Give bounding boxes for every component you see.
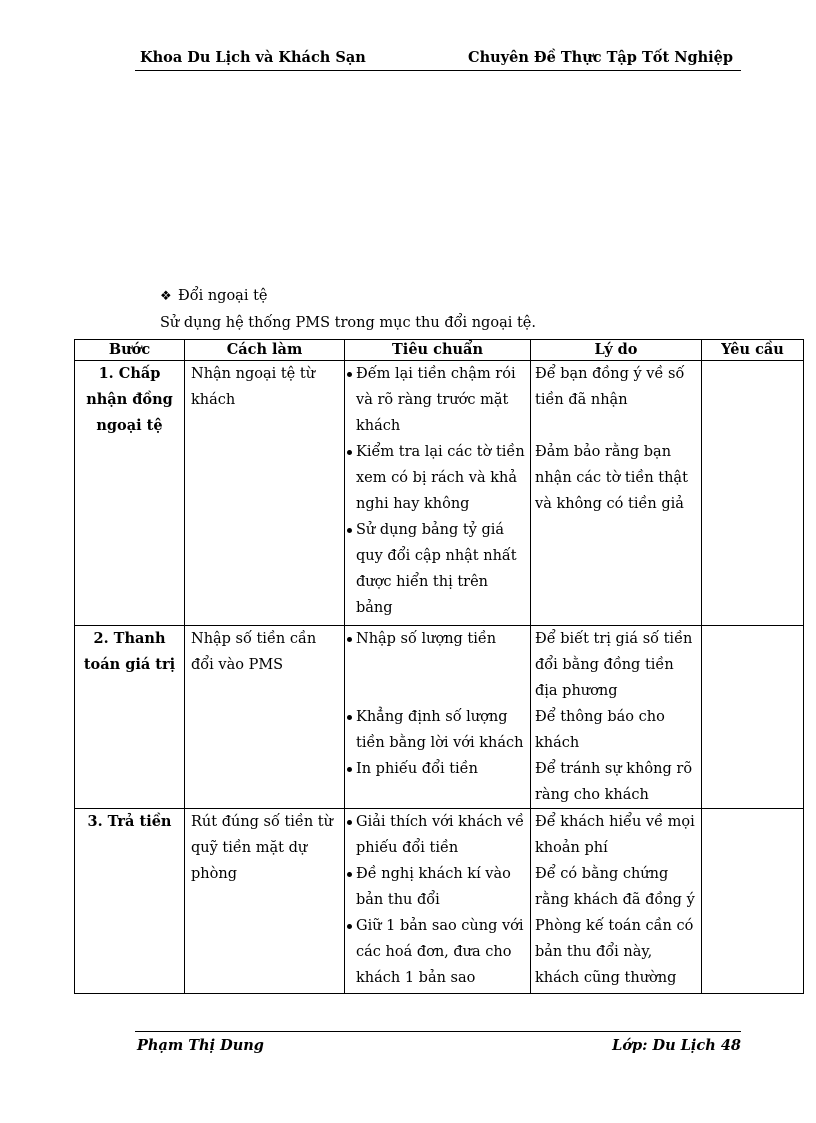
- column-header-method: Cách làm: [185, 340, 345, 361]
- section-title: Đổi ngoại tệ: [178, 288, 268, 304]
- page-header: [135, 48, 741, 71]
- method-cell: Nhận ngoại tệ từ khách: [185, 361, 345, 626]
- reason-text: Để tránh sự không rõ ràng cho khách: [535, 761, 693, 803]
- criteria-item: In phiếu đổi tiền: [345, 756, 528, 782]
- criteria-item: Đếm lại tiền chậm rói và rõ ràng trước mặt khách: [345, 361, 528, 439]
- table-header-row: [75, 340, 804, 361]
- column-header-step: Bước: [75, 340, 185, 361]
- diamond-bullet-icon: ❖: [160, 289, 172, 304]
- criteria-item: Giữ 1 bản sao cùng với các hoá đơn, đưa cho khách 1 bản sao: [345, 913, 528, 991]
- page-footer: [135, 1031, 741, 1054]
- criteria-cell: [345, 809, 531, 994]
- header-faculty: Khoa Du Lịch và Khách Sạn: [140, 49, 366, 66]
- criteria-item: Kiểm tra lại các tờ tiền xem có bị rách và khả nghi hay không: [345, 439, 528, 517]
- procedure-table: [74, 339, 804, 994]
- reason-text: Phòng kế toán cần có bản thu đổi này, khách cũng thường: [535, 918, 694, 986]
- reason-cell: [531, 626, 702, 809]
- step-cell: 3. Trả tiền: [75, 809, 185, 994]
- requirement-cell: [702, 361, 804, 626]
- reason-cell: [531, 809, 702, 994]
- criteria-item: Khẳng định số lượng tiền bằng lời với khách: [345, 704, 528, 756]
- criteria-item: Đề nghị khách kí vào bản thu đổi: [345, 861, 528, 913]
- reason-text: Đảm bảo rằng bạn nhận các tờ tiền thật và không có tiền giả: [535, 444, 688, 512]
- header-report-title: Chuyên Đề Thực Tập Tốt Nghiệp: [468, 49, 733, 66]
- criteria-item: Nhập số lượng tiền: [345, 626, 528, 652]
- reason-cell: [531, 361, 702, 626]
- section-intro: Sử dụng hệ thống PMS trong mục thu đổi ngoại tệ.: [160, 315, 536, 331]
- table-row: [75, 626, 804, 809]
- step-cell: 2. Thanh toán giá trị: [75, 626, 185, 809]
- footer-class: Lớp: Du Lịch 48: [612, 1037, 741, 1054]
- reason-text: Để có bằng chứng rằng khách đã đồng ý: [535, 866, 695, 908]
- section-heading: [160, 288, 267, 304]
- column-header-criteria: Tiêu chuẩn: [345, 340, 531, 361]
- reason-text: Để thông báo cho khách: [535, 709, 665, 751]
- criteria-cell: [345, 626, 531, 809]
- method-cell: Nhập số tiền cần đổi vào PMS: [185, 626, 345, 809]
- reason-text: Để biết trị giá số tiền đổi bằng đồng tiền địa phương: [535, 631, 693, 699]
- criteria-item: Sử dụng bảng tỷ giá quy đổi cập nhật nhất được hiển thị trên bảng: [345, 517, 528, 621]
- reason-text: Để bạn đồng ý về số tiền đã nhận: [535, 366, 685, 408]
- criteria-item: Giải thích với khách về phiếu đổi tiền: [345, 809, 528, 861]
- requirement-cell: [702, 809, 804, 994]
- footer-author: Phạm Thị Dung: [137, 1037, 264, 1054]
- column-header-reason: Lý do: [531, 340, 702, 361]
- criteria-cell: [345, 361, 531, 626]
- step-cell: 1. Chấp nhận đồng ngoại tệ: [75, 361, 185, 626]
- method-cell: Rút đúng số tiền từ quỹ tiền mặt dự phòng: [185, 809, 345, 994]
- requirement-cell: [702, 626, 804, 809]
- table-row: [75, 809, 804, 994]
- reason-text: Để khách hiểu về mọi khoản phí: [535, 814, 695, 856]
- table-row: [75, 361, 804, 626]
- column-header-requirement: Yêu cầu: [702, 340, 804, 361]
